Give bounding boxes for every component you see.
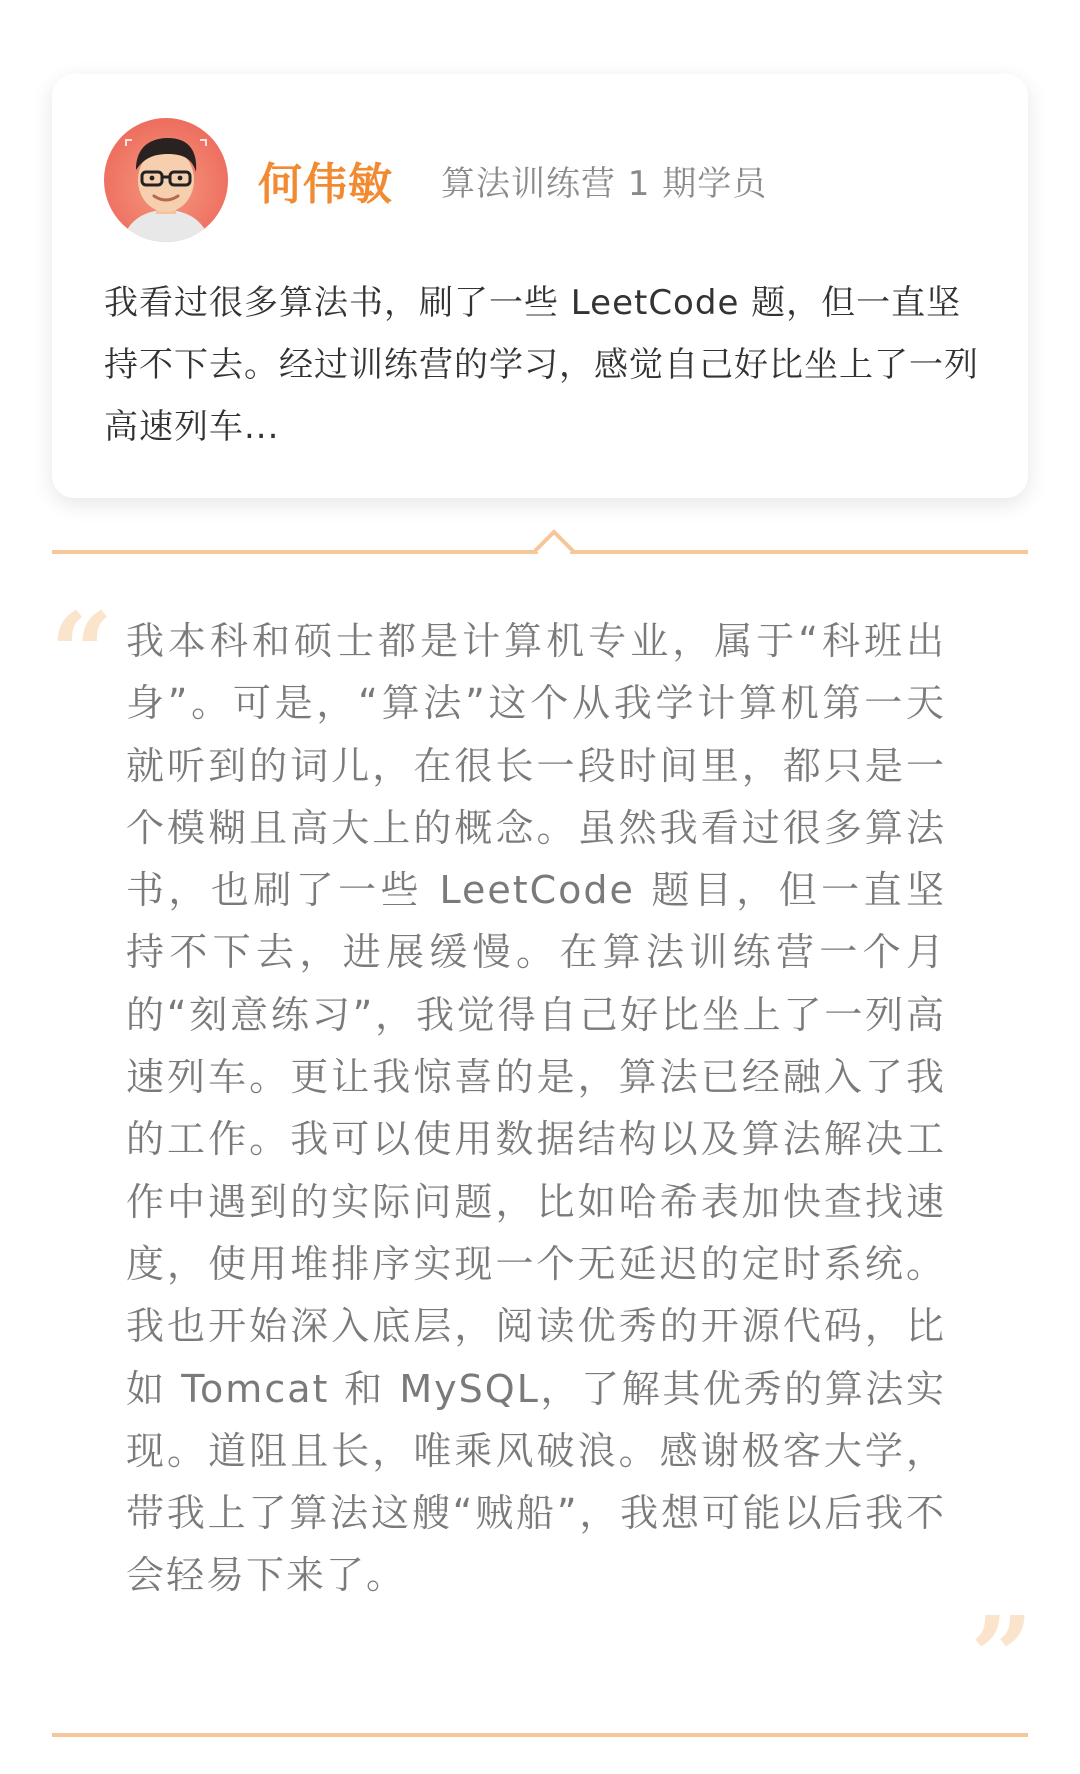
bottom-divider: [52, 1733, 1028, 1737]
testimonial-card: [52, 74, 1028, 498]
pointer-notch-icon: [534, 526, 574, 556]
avatar: [104, 118, 228, 242]
avatar-portrait-icon: [104, 118, 228, 242]
student-role: 算法训练营 1 期学员: [441, 163, 768, 204]
quote-body: 我本科和硕士都是计算机专业，属于“科班出身”。可是，“算法”这个从我学计算机第一天就听到的词儿，在很长一段时间里，都只是一个模糊且高大上的概念。虽然我看过很多算法书，也刷了一些 LeetCode 题目，但一直坚持不下去，进展缓慢。在算法训练营一个月的“刻意练习”，我觉得自己好比坐上了一列高速列车。更让我惊喜的是，算法已经融入了我的工作。我可以使用数据结构以及算法解决工作中遇到的实际问题，比如哈希表加快查找速度，使用堆排序实现一个无延迟的定时系统。我也开始深入底层，阅读优秀的开源代码，比如 Tomcat 和 MySQL，了解其优秀的算法实现。道阻且长，唯乘风破浪。感谢极客大学，带我上了算法这艘“贼船”，我想可能以后我不会轻易下来了。: [126, 619, 946, 1598]
testimonial-summary: 我看过很多算法书，刷了一些 LeetCode 题，但一直坚持不下去。经过训练营的学习，感觉自己好比坐上了一列高速列车...: [104, 283, 979, 447]
card-header: [104, 118, 767, 242]
student-name: 何伟敏: [258, 159, 393, 210]
open-quote-icon: “: [50, 588, 114, 717]
close-quote-icon: ”: [970, 1592, 1034, 1721]
